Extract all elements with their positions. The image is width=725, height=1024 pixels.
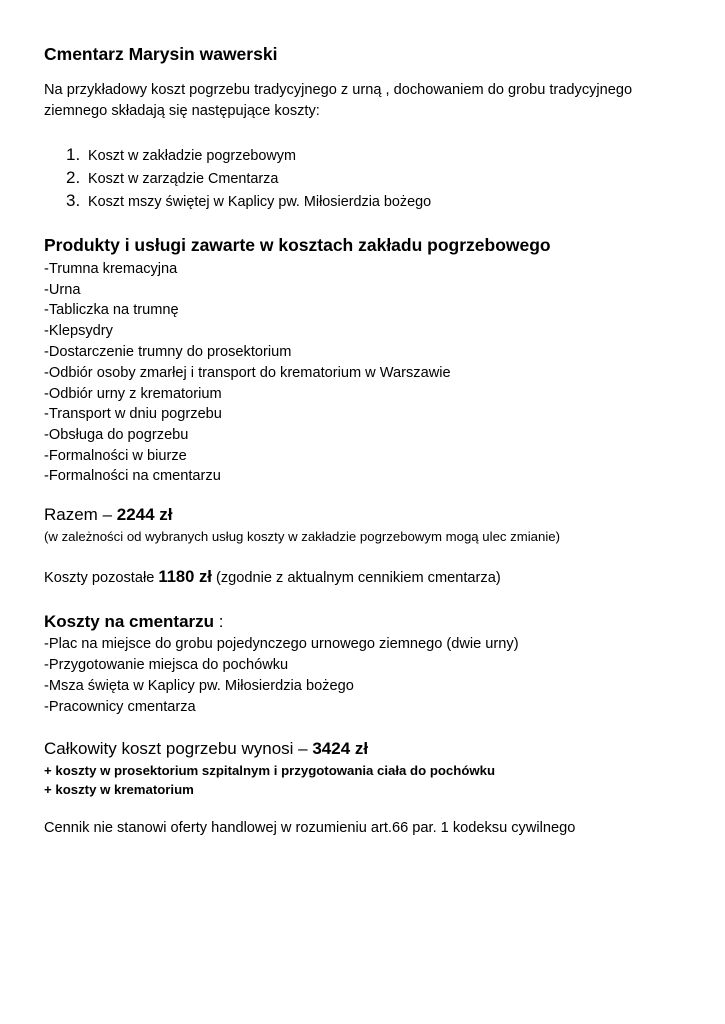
- cemetery-heading-line: [44, 612, 224, 632]
- list-item: -Transport w dniu pogrzebu: [44, 406, 222, 422]
- list-item: -Formalności na cmentarzu: [44, 468, 221, 484]
- list-item: -Dostarczenie trumny do prosektorium: [44, 344, 292, 360]
- list-item: -Msza święta w Kaplicy pw. Miłosierdzia bożego: [44, 678, 354, 694]
- cost-steps-list: [44, 143, 431, 212]
- list-item: -Obsługa do pogrzebu: [44, 427, 189, 443]
- list-item: -Odbiór osoby zmarłej i transport do krematorium w Warszawie: [44, 365, 451, 381]
- list-item: [44, 189, 431, 212]
- list-number: 2.: [66, 168, 81, 187]
- list-item: -Klepsydry: [44, 323, 113, 339]
- cemetery-heading-suffix: :: [214, 612, 224, 631]
- razem-note: (w zależności od wybranych usług koszty w zakładzie pogrzebowym mogą ulec zmianie): [44, 529, 560, 544]
- list-item: [44, 166, 431, 189]
- list-item: -Plac na miejsce do grobu pojedynczego urnowego ziemnego (dwie urny): [44, 636, 519, 652]
- pozostale-label: Koszty pozostałe: [44, 570, 159, 586]
- extra-cost-line: + koszty w krematorium: [44, 782, 194, 797]
- list-number: 3.: [66, 191, 81, 210]
- list-number: 1.: [66, 145, 81, 164]
- pozostale-line: [44, 567, 501, 588]
- list-item: -Przygotowanie miejsca do pochówku: [44, 657, 289, 673]
- list-item: -Urna: [44, 282, 81, 298]
- cemetery-heading: Koszty na cmentarzu: [44, 612, 215, 631]
- list-item-text: Koszt w zakładzie pogrzebowym: [88, 148, 296, 164]
- pozostale-amount: 1180 zł: [158, 567, 212, 586]
- list-item: -Tabliczka na trumnę: [44, 302, 179, 318]
- list-item: -Trumna kremacyjna: [44, 261, 178, 277]
- disclaimer: Cennik nie stanowi oferty handlowej w rozumieniu art.66 par. 1 kodeksu cywilnego: [44, 820, 576, 836]
- list-item: -Odbiór urny z krematorium: [44, 386, 222, 402]
- intro-paragraph: Na przykładowy koszt pogrzebu tradycyjnego z urną , dochowaniem do grobu tradycyjnego ziemnego składają się następujące koszty:: [44, 82, 633, 119]
- razem-line: [44, 505, 173, 525]
- razem-amount: 2244 zł: [116, 505, 173, 524]
- list-item: -Pracownicy cmentarza: [44, 699, 196, 715]
- list-item-text: Koszt mszy świętej w Kaplicy pw. Miłosierdzia bożego: [88, 194, 432, 210]
- list-item: [44, 143, 431, 166]
- list-item-text: Koszt w zarządzie Cmentarza: [88, 171, 279, 187]
- total-label: Całkowity koszt pogrzebu wynosi –: [44, 739, 313, 758]
- razem-label: Razem –: [44, 505, 117, 524]
- total-amount: 3424 zł: [312, 739, 369, 758]
- total-line: [44, 739, 368, 759]
- list-item: -Formalności w biurze: [44, 448, 187, 464]
- products-heading: Produkty i usługi zawarte w kosztach zakładu pogrzebowego: [44, 235, 551, 255]
- extra-cost-line: + koszty w prosektorium szpitalnym i przygotowania ciała do pochówku: [44, 763, 496, 778]
- document-title: Cmentarz Marysin wawerski: [44, 44, 278, 64]
- pozostale-note: (zgodnie z aktualnym cennikiem cmentarza): [211, 570, 501, 586]
